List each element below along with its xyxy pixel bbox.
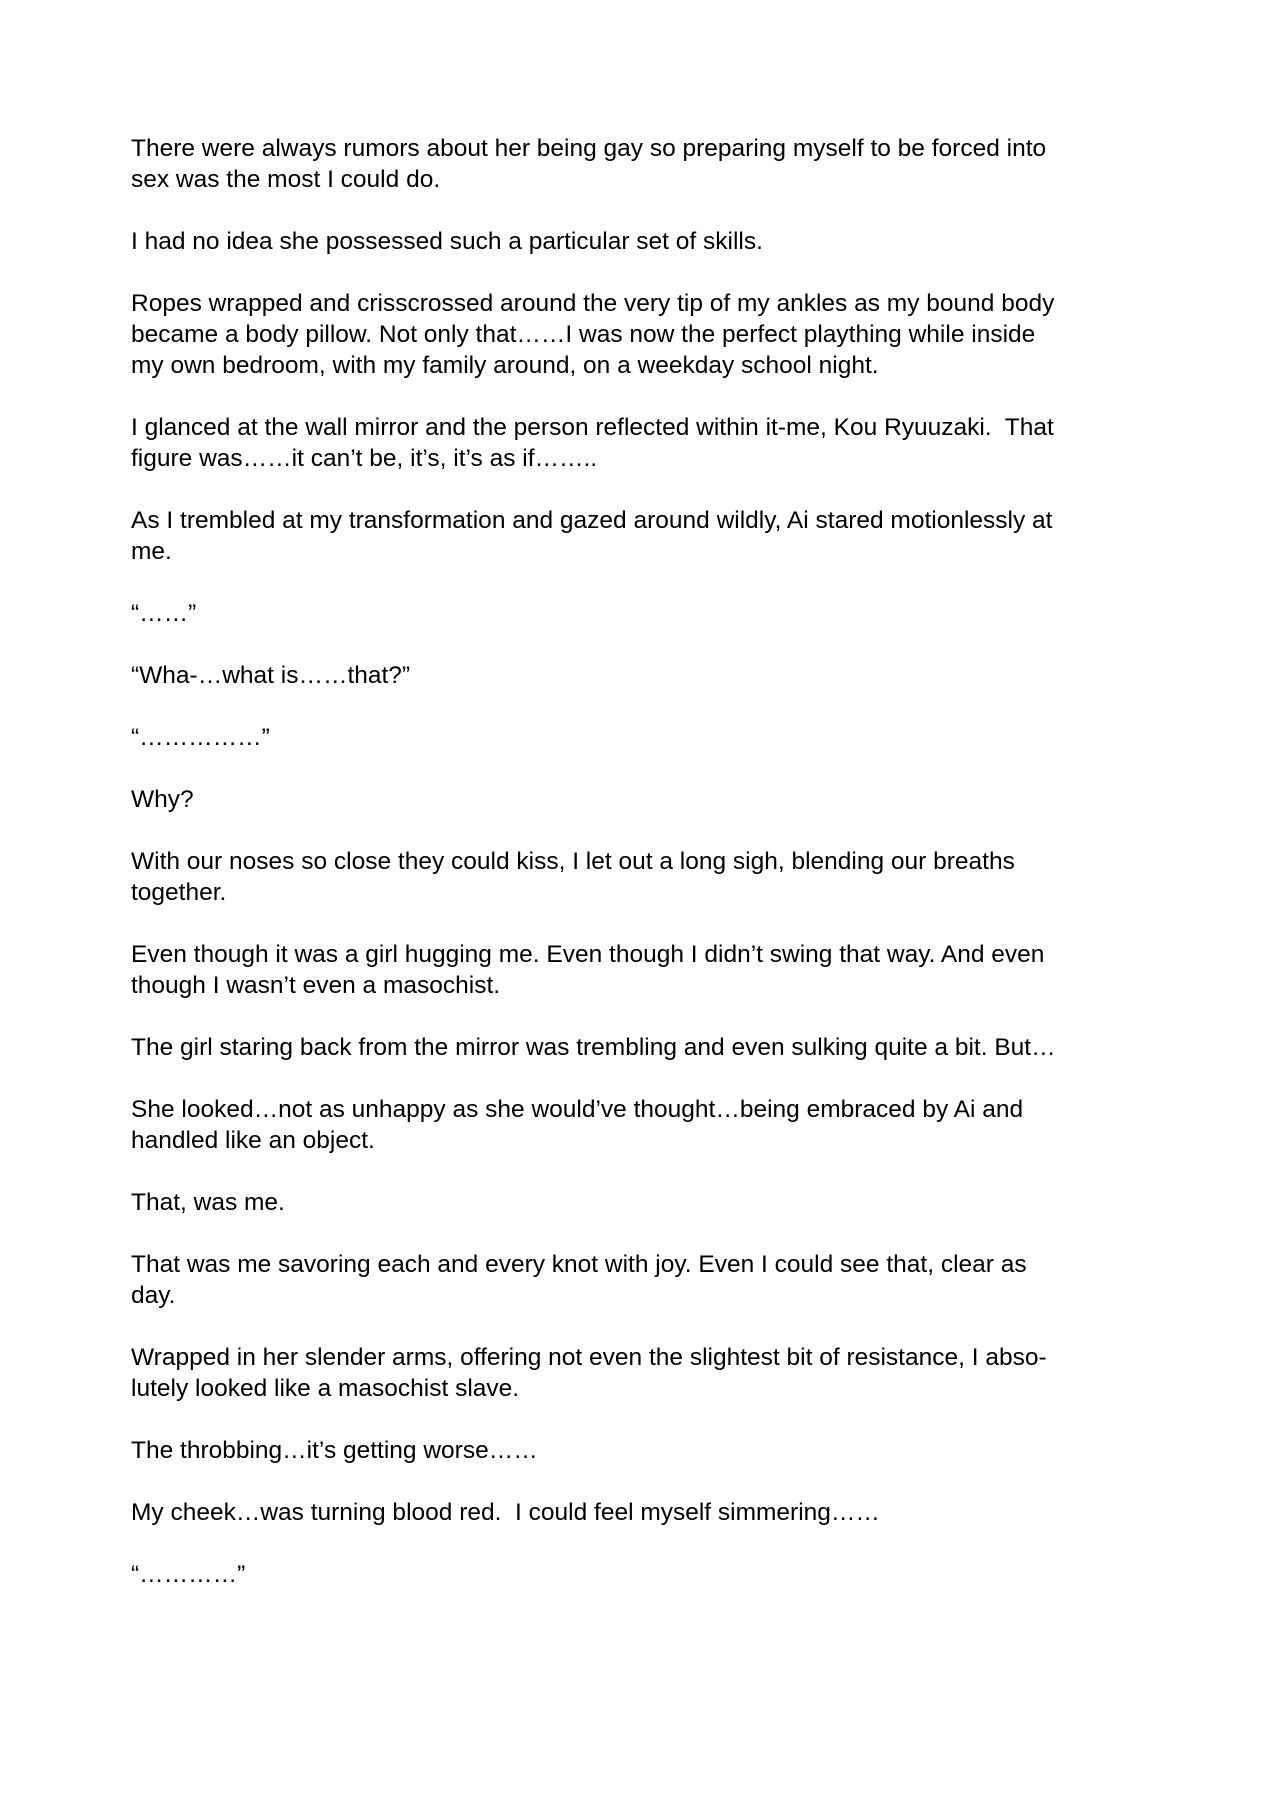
text-line: though I wasn’t even a masochist. <box>131 972 501 999</box>
paragraph <box>131 784 1147 815</box>
text-line: There were always rumors about her being gay so preparing myself to be forced into <box>131 135 1047 162</box>
paragraph <box>131 846 1147 908</box>
text-line: She looked…not as unhappy as she would’ve thought…being embraced by Ai and <box>131 1096 1024 1123</box>
paragraph <box>131 412 1147 474</box>
paragraph <box>131 1342 1147 1404</box>
text-line: handled like an object. <box>131 1127 375 1154</box>
paragraph <box>131 1032 1147 1063</box>
text-line: With our noses so close they could kiss, I let out a long sigh, blending our breaths <box>131 848 1015 875</box>
paragraph <box>131 598 1147 629</box>
paragraph <box>131 1249 1147 1311</box>
text-line: Wrapped in her slender arms, offering not even the slightest bit of resistance, I abso- <box>131 1344 1047 1371</box>
paragraph <box>131 133 1147 195</box>
paragraph <box>131 939 1147 1001</box>
paragraph <box>131 288 1147 381</box>
text-line: “…………” <box>131 1561 246 1588</box>
paragraph <box>131 1094 1147 1156</box>
text-line: Why? <box>131 786 194 813</box>
text-line: lutely looked like a masochist slave. <box>131 1375 520 1402</box>
document-body <box>131 133 1147 1590</box>
text-line: me. <box>131 538 172 565</box>
text-line: figure was……it can’t be, it’s, it’s as if…….. <box>131 445 598 472</box>
text-line: I had no idea she possessed such a particular set of skills. <box>131 228 763 255</box>
paragraph <box>131 1497 1147 1528</box>
text-line: “……” <box>131 600 197 627</box>
text-line: together. <box>131 879 227 906</box>
text-line: My cheek…was turning blood red. I could feel myself simmering…… <box>131 1499 880 1526</box>
text-line: The throbbing…it’s getting worse…… <box>131 1437 538 1464</box>
text-line: Ropes wrapped and crisscrossed around the very tip of my ankles as my bound body <box>131 290 1055 317</box>
text-line: That was me savoring each and every knot with joy. Even I could see that, clear as <box>131 1251 1027 1278</box>
text-line: That, was me. <box>131 1189 285 1216</box>
paragraph <box>131 1187 1147 1218</box>
text-line: Even though it was a girl hugging me. Even though I didn’t swing that way. And even <box>131 941 1045 968</box>
text-line: sex was the most I could do. <box>131 166 441 193</box>
text-line: my own bedroom, with my family around, on a weekday school night. <box>131 352 879 379</box>
paragraph <box>131 722 1147 753</box>
text-line: “……………” <box>131 724 270 751</box>
text-line: day. <box>131 1282 176 1309</box>
paragraph <box>131 660 1147 691</box>
text-line: As I trembled at my transformation and gazed around wildly, Ai stared motionlessly at <box>131 507 1053 534</box>
paragraph <box>131 1435 1147 1466</box>
text-line: became a body pillow. Not only that……I was now the perfect plaything while inside <box>131 321 1036 348</box>
text-line: “Wha-…what is……that?” <box>131 662 411 689</box>
paragraph <box>131 226 1147 257</box>
paragraph <box>131 1559 1147 1590</box>
paragraph <box>131 505 1147 567</box>
text-line: The girl staring back from the mirror was trembling and even sulking quite a bit. But… <box>131 1034 1056 1061</box>
text-line: I glanced at the wall mirror and the person reflected within it-me, Kou Ryuuzaki. That <box>131 414 1054 441</box>
